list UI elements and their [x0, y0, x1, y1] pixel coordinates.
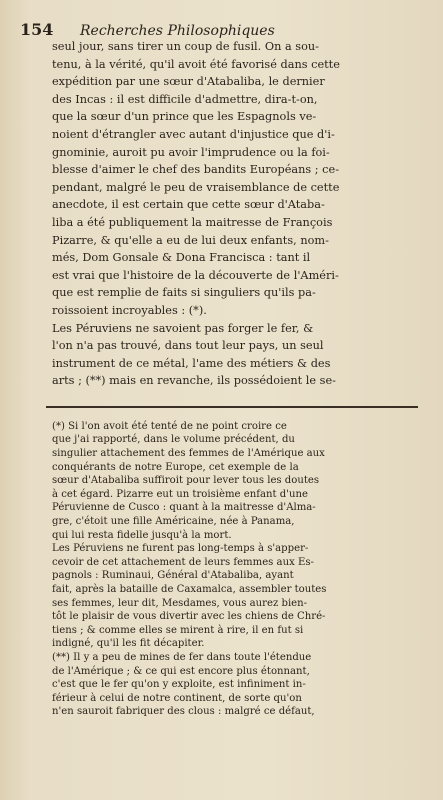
- text-line: que est remplie de faits si singuliers qu'ils pa-: [52, 286, 316, 300]
- footnote-line: sœur d'Atabaliba suffiroit pour lever tous les doutes: [52, 475, 320, 487]
- text-line: blesse d'aimer le chef des bandits Européans ; ce-: [52, 163, 340, 177]
- footnotes: [52, 420, 421, 719]
- text-line: tenu, à la vérité, qu'il avoit été favorisé dans cette: [52, 57, 340, 71]
- footnote-line: de l'Amérique ; & ce qui est encore plus étonnant,: [52, 665, 310, 677]
- text-line: des Incas : il est difficile d'admettre, dira-t-on,: [52, 92, 318, 106]
- footnote-line: (**) Il y a peu de mines de fer dans toute l'étendue: [52, 651, 312, 663]
- text-line: més, Dom Gonsale & Dona Francisca : tant il: [52, 251, 311, 265]
- text-line: Pizarre, & qu'elle a eu de lui deux enfants, nom-: [52, 233, 329, 247]
- text-line: instrument de ce métal, l'ame des métiers & des: [52, 356, 331, 370]
- page-number: 154: [20, 20, 54, 39]
- footnote-line: n'en sauroit fabriquer des clous : malgré ce défaut,: [52, 706, 315, 718]
- footnote-line: tiens ; & comme elles se mirent à rire, il en fut si: [52, 624, 304, 636]
- footnote-line: (*) Si l'on avoit été tenté de ne point croire ce: [52, 420, 287, 432]
- footnote-line: férieur à celui de notre continent, de sorte qu'on: [52, 692, 302, 704]
- footnote-line: conquérants de notre Europe, cet exemple de la: [52, 461, 299, 473]
- footnote-divider: [46, 406, 418, 408]
- footnote-line: singulier attachement des femmes de l'Amérique aux: [52, 448, 325, 460]
- footnote-line: indigné, qu'il les fit décapiter.: [52, 638, 205, 650]
- text-line: est vrai que l'histoire de la découverte de l'Améri-: [52, 268, 339, 282]
- running-head: [20, 20, 421, 39]
- footnote-line: gre, c'étoit une fille Américaine, née à Panama,: [52, 516, 295, 528]
- text-line: l'on n'a pas trouvé, dans tout leur pays, un seul: [52, 339, 324, 353]
- text-line: anecdote, il est certain que cette sœur d'Ataba-: [52, 198, 325, 212]
- footnote-line: tôt le plaisir de vous divertir avec les chiens de Chré-: [52, 611, 326, 623]
- main-text: [52, 38, 421, 390]
- running-title: Recherches Philosophiques: [80, 23, 275, 39]
- footnote-line: fait, après la bataille de Caxamalca, assembler toutes: [52, 584, 327, 595]
- footnote-line: pagnols : Ruminaui, Général d'Atabaliba, ayant: [52, 570, 294, 582]
- footnote-line: c'est que le fer qu'on y exploite, est infiniment in-: [52, 679, 306, 691]
- footnote-line: ses femmes, leur dit, Mesdames, vous aurez bien-: [52, 597, 308, 609]
- text-line: que la sœur d'un prince que les Espagnols ve-: [52, 110, 317, 124]
- text-line: arts ; (**) mais en revanche, ils possédoient le se-: [52, 374, 336, 388]
- footnote-line: à cet égard. Pizarre eut un troisième enfant d'une: [52, 488, 308, 500]
- text-line: pendant, malgré le peu de vraisemblance de cette: [52, 180, 340, 194]
- text-line: expédition par une sœur d'Atabaliba, le dernier: [52, 75, 325, 89]
- footnote-line: Péruvienne de Cusco : quant à la maitresse d'Alma-: [52, 502, 316, 514]
- footnote-line: que j'ai rapporté, dans le volume précédent, du: [52, 434, 295, 446]
- text-line: noient d'étrangler avec autant d'injustice que d'i-: [52, 127, 335, 141]
- footnote-line: qui lui resta fidelle jusqu'à la mort.: [52, 529, 232, 541]
- text-line: seul jour, sans tirer un coup de fusil. On a sou-: [52, 40, 319, 53]
- footnote-line: cevoir de cet attachement de leurs femmes aux Es-: [52, 556, 314, 568]
- text-line: gnominie, auroit pu avoir l'imprudence ou la foi-: [52, 145, 330, 159]
- footnote-line: Les Péruviens ne furent pas long-temps à s'apper-: [52, 543, 309, 555]
- text-line: roissoient incroyables : (*).: [52, 303, 207, 317]
- text-line: liba a été publiquement la maitresse de François: [52, 215, 333, 229]
- text-line: Les Péruviens ne savoient pas forger le fer, &: [52, 321, 314, 335]
